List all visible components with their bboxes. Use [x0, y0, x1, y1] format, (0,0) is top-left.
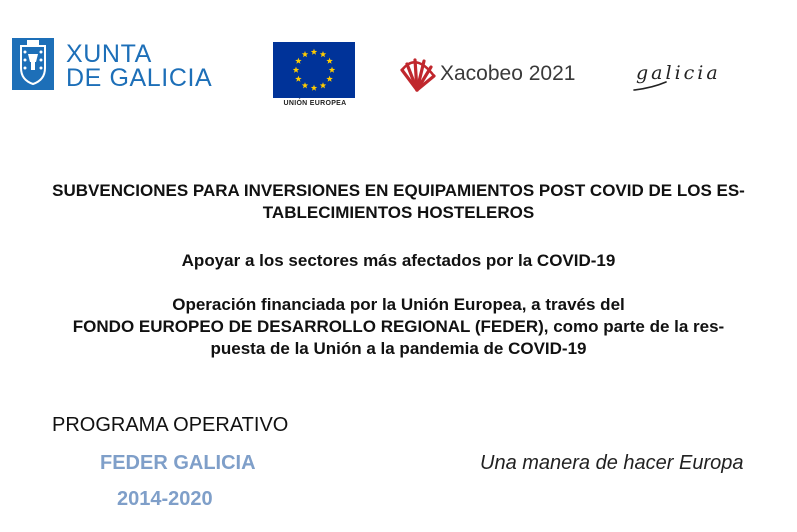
operation-line-2: FONDO EUROPEO DE DESARROLLO REGIONAL (FEDER), como parte de la res- [72, 317, 725, 336]
document-subtitle: Apoyar a los sectores más afectados por la COVID-19 [181, 251, 616, 270]
eu-motto: Una manera de hacer Europa [480, 452, 744, 474]
programme-label: PROGRAMA OPERATIVO [52, 414, 289, 436]
eu-flag-icon [273, 42, 355, 98]
programme-years: 2014-2020 [117, 488, 213, 510]
eu-logo-caption: UNIÓN EUROPEA [283, 100, 347, 107]
eu-logo [273, 42, 357, 112]
xunta-logo [12, 38, 227, 90]
scallop-shell-icon [398, 56, 436, 94]
galicia-swoosh-icon [632, 76, 692, 92]
document-title [0, 180, 797, 224]
xacobeo-logo [398, 56, 598, 96]
xunta-logo-line1: XUNTA [66, 40, 152, 68]
title-line-1: SUBVENCIONES PARA INVERSIONES EN EQUIPAMIENTOS POST COVID DE LOS ES- [52, 181, 745, 200]
title-line-2: TABLECIMIENTOS HOSTELEROS [262, 203, 535, 222]
programme-name: FEDER GALICIA [100, 452, 256, 474]
xunta-shield-icon [12, 38, 54, 90]
galicia-logo-text: galicia [636, 62, 721, 84]
xunta-logo-line2: DE GALICIA [66, 64, 213, 92]
operation-statement [0, 294, 797, 360]
xacobeo-logo-text: Xacobeo 2021 [440, 62, 576, 85]
operation-line-3: puesta de la Unión a la pandemia de COVID-19 [210, 339, 587, 358]
galicia-logo [632, 58, 762, 98]
operation-line-1: Operación financiada por la Unión Europea, a través del [172, 295, 625, 314]
